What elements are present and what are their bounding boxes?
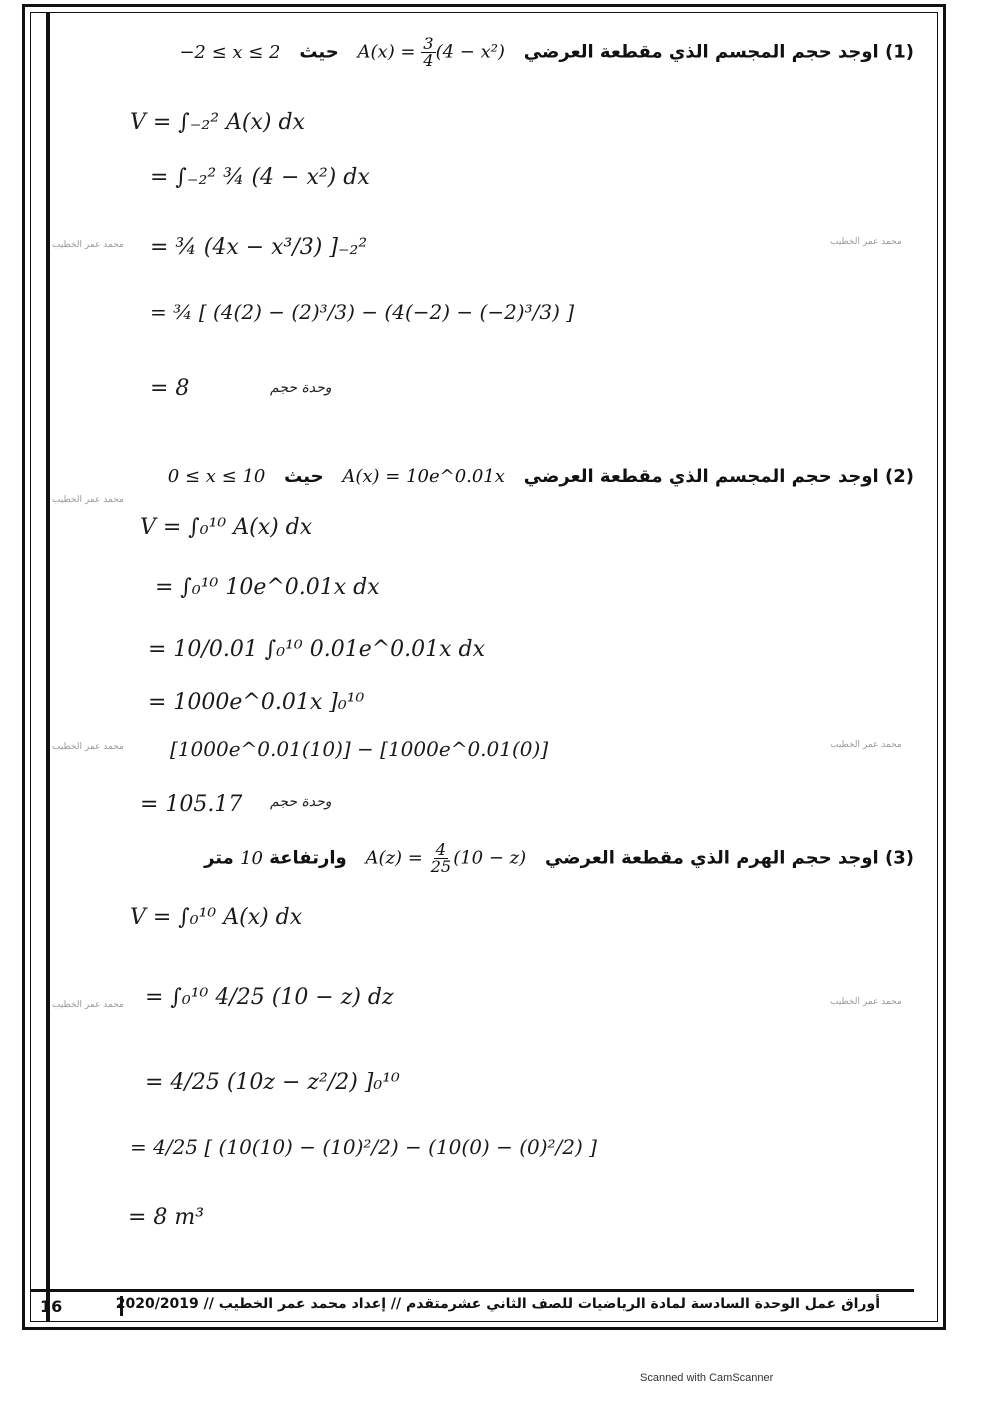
question-1-range: −2 ≤ x ≤ 2 [179,41,281,63]
q1-step-4: = ¾ [ (4(2) − (2)³/3) − (4(−2) − (−2)³/3) ] [150,300,575,324]
q2-step-3: = 10/0.01 ∫₀¹⁰ 0.01e^0.01x dx [148,637,486,662]
author-watermark: محمد عمر الخطيب [52,240,124,250]
q3-step-4: = 4/25 [ (10(10) − (10)²/2) − (10(0) − (0)²/2) ] [130,1135,597,1159]
fraction-denominator: 25 [430,857,452,877]
q1-step-1: V = ∫₋₂² A(x) dx [130,110,305,135]
page-number: 16 [40,1297,63,1316]
question-2-range: 0 ≤ x ≤ 10 [167,466,266,487]
q2-step-5: [1000e^0.01(10)] − [1000e^0.01(0)] [170,737,549,761]
question-2-number: (2) [885,466,914,487]
question-1-formula-lhs: A(x) = [357,41,416,63]
question-1-text: اوجد حجم المجسم الذي مقطعة العرضي [523,41,879,63]
question-1-fraction [421,36,435,69]
q2-step-1: V = ∫₀¹⁰ A(x) dx [140,515,313,540]
q3-step-1: V = ∫₀¹⁰ A(x) dx [130,905,303,930]
question-2-formula: A(x) = 10e^0.01x [342,466,505,487]
fraction-numerator: 4 [435,840,447,859]
page-border-left-rule [46,12,50,1322]
question-1-where: حيث [299,41,339,63]
q1-step-3: = ¾ (4x − x³/3) ]₋₂² [150,235,368,260]
fraction-numerator: 3 [423,34,434,53]
question-2 [168,466,914,487]
q3-step-3: = 4/25 (10z − z²/2) ]₀¹⁰ [145,1070,400,1095]
q2-step-4: = 1000e^0.01x ]₀¹⁰ [148,690,365,715]
author-watermark: محمد عمر الخطيب [52,742,124,752]
author-watermark: محمد عمر الخطيب [830,997,902,1007]
question-1-formula [358,36,505,69]
question-3-formula-lhs: A(z) = [365,847,423,869]
q1-step-2: = ∫₋₂² ¾ (4 − x²) dx [150,165,370,190]
question-3-formula-rhs: (10 − z) [453,847,527,869]
author-watermark: محمد عمر الخطيب [52,1000,124,1010]
question-3 [204,842,914,875]
question-2-where: حيث [284,466,324,487]
page-border-inner [30,12,938,1322]
fraction-denominator: 4 [423,51,434,71]
footer-rule [30,1289,914,1292]
question-3-fraction [429,842,454,875]
question-3-height-value: 10 [240,847,263,869]
question-3-unit: متر [204,847,234,869]
author-watermark: محمد عمر الخطيب [52,495,124,505]
question-3-text: اوجد حجم الهرم الذي مقطعة العرضي [544,847,879,869]
question-2-text: اوجد حجم المجسم الذي مقطعة العرضي [523,466,879,487]
q2-step-2: = ∫₀¹⁰ 10e^0.01x dx [155,575,380,600]
question-1 [179,36,914,69]
q3-step-5: = 8 m³ [128,1205,205,1230]
author-watermark: محمد عمر الخطيب [830,237,902,247]
q2-unit-note: وحدة حجم [270,794,332,810]
question-1-formula-rhs: (4 − x²) [435,41,505,63]
question-3-height-text: وارتفاعة [269,847,347,869]
question-3-number: (3) [885,847,914,869]
question-1-number: (1) [885,41,914,63]
scanner-label: Scanned with CamScanner [640,1372,774,1384]
author-watermark: محمد عمر الخطيب [830,740,902,750]
q1-unit-note: وحدة حجم [270,380,332,396]
footer-text: أوراق عمل الوحدة السادسة لمادة الرياضيات للصف الثاني عشرمتقدم // إعداد محمد عمر الخطيب // 2020/2019 [115,1296,880,1312]
q3-step-2: = ∫₀¹⁰ 4/25 (10 − z) dz [145,985,394,1010]
q2-step-6: = 105.17 [140,792,243,817]
q1-step-5: = 8 [150,376,190,401]
question-3-formula [366,842,527,875]
